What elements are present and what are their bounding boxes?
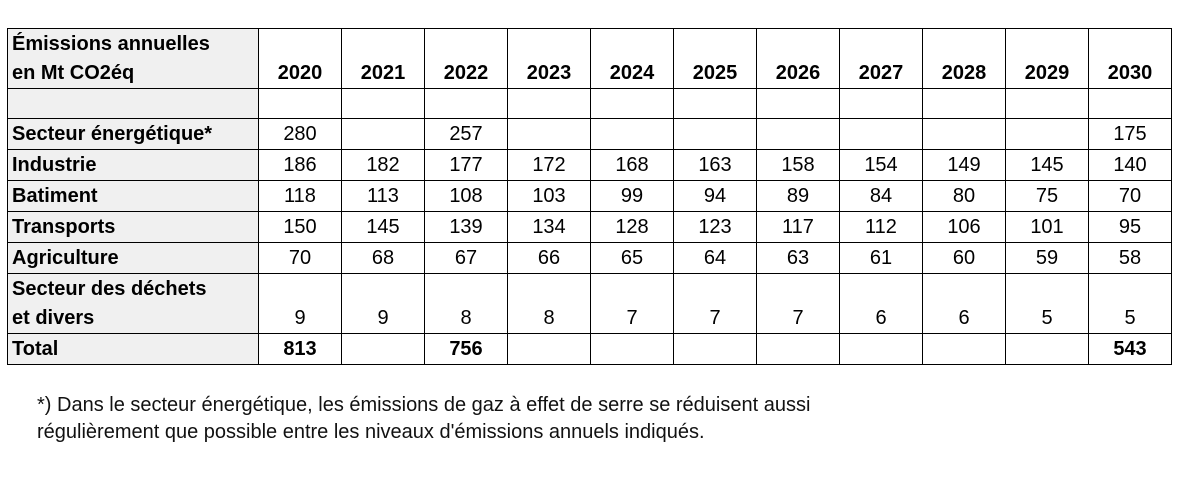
value-cell: [757, 119, 840, 150]
value-cell: 139: [425, 212, 508, 243]
value-cell: 103: [508, 181, 591, 212]
value-cell: 7: [757, 274, 840, 334]
value-cell: 63: [757, 243, 840, 274]
value-cell: 99: [591, 181, 674, 212]
year-header: 2028: [923, 29, 1006, 89]
header-label-cell: [8, 29, 259, 89]
value-cell: 80: [923, 181, 1006, 212]
value-cell: 7: [591, 274, 674, 334]
table-row-industry: [8, 150, 1172, 181]
value-cell: [1006, 119, 1089, 150]
value-cell: [674, 119, 757, 150]
value-cell: 67: [425, 243, 508, 274]
value-cell: 168: [591, 150, 674, 181]
total-cell: [342, 334, 425, 365]
value-cell: 89: [757, 181, 840, 212]
total-cell: [1006, 334, 1089, 365]
empty-cell: [757, 89, 840, 119]
table-row-waste: [8, 274, 1172, 334]
total-cell: [591, 334, 674, 365]
waste-label-line2: et divers: [12, 307, 95, 329]
value-cell: 6: [923, 274, 1006, 334]
value-cell: 154: [840, 150, 923, 181]
year-header: 2021: [342, 29, 425, 89]
year-header: 2025: [674, 29, 757, 89]
value-cell: 64: [674, 243, 757, 274]
header-label-line1: Émissions annuelles: [12, 33, 210, 55]
value-cell: 7: [674, 274, 757, 334]
value-cell: 123: [674, 212, 757, 243]
empty-cell: [342, 89, 425, 119]
empty-cell: [425, 89, 508, 119]
year-header: 2020: [259, 29, 342, 89]
value-cell: 128: [591, 212, 674, 243]
value-cell: [342, 119, 425, 150]
value-cell: 8: [508, 274, 591, 334]
year-header: 2024: [591, 29, 674, 89]
table-row-transport: [8, 212, 1172, 243]
value-cell: 149: [923, 150, 1006, 181]
total-cell: 756: [425, 334, 508, 365]
footnote-line2: régulièrement que possible entre les niveaux d'émissions annuels indiqués.: [37, 421, 705, 443]
value-cell: 106: [923, 212, 1006, 243]
empty-cell: [1089, 89, 1172, 119]
value-cell: 140: [1089, 150, 1172, 181]
value-cell: 150: [259, 212, 342, 243]
empty-cell: [591, 89, 674, 119]
row-label: Secteur énergétique*: [8, 119, 259, 150]
value-cell: 58: [1089, 243, 1172, 274]
value-cell: 59: [1006, 243, 1089, 274]
value-cell: [591, 119, 674, 150]
value-cell: 163: [674, 150, 757, 181]
value-cell: 134: [508, 212, 591, 243]
table-row-agriculture: [8, 243, 1172, 274]
table-row-building: [8, 181, 1172, 212]
empty-cell: [923, 89, 1006, 119]
value-cell: 182: [342, 150, 425, 181]
value-cell: 84: [840, 181, 923, 212]
table-row-total: [8, 334, 1172, 365]
waste-label-line1: Secteur des déchets: [12, 278, 207, 300]
value-cell: 108: [425, 181, 508, 212]
emissions-table: [7, 28, 1172, 365]
value-cell: 5: [1006, 274, 1089, 334]
value-cell: 112: [840, 212, 923, 243]
empty-cell: [840, 89, 923, 119]
header-label-line2: en Mt CO2éq: [12, 62, 135, 84]
year-header: 2026: [757, 29, 840, 89]
row-label: Industrie: [8, 150, 259, 181]
value-cell: 6: [840, 274, 923, 334]
value-cell: 145: [1006, 150, 1089, 181]
table-header-row: [8, 29, 1172, 89]
value-cell: 66: [508, 243, 591, 274]
value-cell: 95: [1089, 212, 1172, 243]
value-cell: 172: [508, 150, 591, 181]
value-cell: [923, 119, 1006, 150]
value-cell: 117: [757, 212, 840, 243]
empty-cell: [259, 89, 342, 119]
table-empty-row: [8, 89, 1172, 119]
value-cell: 186: [259, 150, 342, 181]
total-cell: [840, 334, 923, 365]
value-cell: [840, 119, 923, 150]
total-cell: 813: [259, 334, 342, 365]
value-cell: 8: [425, 274, 508, 334]
value-cell: 175: [1089, 119, 1172, 150]
value-cell: 61: [840, 243, 923, 274]
table-row-energy: [8, 119, 1172, 150]
row-label: Batiment: [8, 181, 259, 212]
value-cell: 94: [674, 181, 757, 212]
row-label: Agriculture: [8, 243, 259, 274]
year-header: 2027: [840, 29, 923, 89]
value-cell: 113: [342, 181, 425, 212]
value-cell: 177: [425, 150, 508, 181]
empty-cell: [674, 89, 757, 119]
total-cell: [757, 334, 840, 365]
value-cell: 9: [342, 274, 425, 334]
value-cell: 101: [1006, 212, 1089, 243]
value-cell: 257: [425, 119, 508, 150]
value-cell: 60: [923, 243, 1006, 274]
footnote-line1: *) Dans le secteur énergétique, les émissions de gaz à effet de serre se réduisent aussi: [37, 394, 811, 416]
total-cell: [923, 334, 1006, 365]
row-label: Transports: [8, 212, 259, 243]
total-cell: [674, 334, 757, 365]
value-cell: 9: [259, 274, 342, 334]
value-cell: 68: [342, 243, 425, 274]
empty-label-cell: [8, 89, 259, 119]
value-cell: 65: [591, 243, 674, 274]
value-cell: 158: [757, 150, 840, 181]
value-cell: 75: [1006, 181, 1089, 212]
total-cell: 543: [1089, 334, 1172, 365]
footnote: [37, 392, 1137, 446]
year-header: 2029: [1006, 29, 1089, 89]
empty-cell: [1006, 89, 1089, 119]
value-cell: 280: [259, 119, 342, 150]
value-cell: 70: [1089, 181, 1172, 212]
year-header: 2022: [425, 29, 508, 89]
value-cell: 5: [1089, 274, 1172, 334]
value-cell: 145: [342, 212, 425, 243]
value-cell: 70: [259, 243, 342, 274]
empty-cell: [508, 89, 591, 119]
row-label: Total: [8, 334, 259, 365]
row-label: [8, 274, 259, 334]
value-cell: [508, 119, 591, 150]
value-cell: 118: [259, 181, 342, 212]
year-header: 2030: [1089, 29, 1172, 89]
total-cell: [508, 334, 591, 365]
year-header: 2023: [508, 29, 591, 89]
